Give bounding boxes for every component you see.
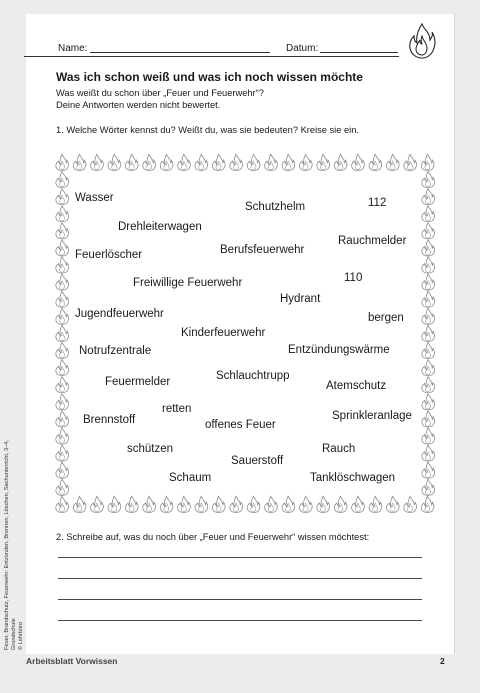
- border-flame-icon: [422, 240, 435, 256]
- border-flame-icon: [352, 154, 365, 170]
- word-item[interactable]: 112: [368, 197, 387, 209]
- border-flame-icon: [56, 154, 69, 170]
- border-flame-icon: [422, 360, 435, 376]
- page-number: 2: [440, 656, 445, 666]
- date-row: [286, 43, 318, 54]
- border-flame-icon: [56, 360, 69, 376]
- word-item[interactable]: Atemschutz: [326, 380, 387, 392]
- border-flame-icon: [178, 496, 191, 512]
- intro-line-2: Deine Antworten werden nicht bewertet.: [56, 99, 221, 110]
- border-flame-icon: [421, 154, 434, 170]
- border-flame-icon: [56, 496, 69, 512]
- border-flame-icon: [212, 154, 225, 170]
- word-item[interactable]: Brennstoff: [83, 414, 136, 426]
- word-item[interactable]: Hydrant: [280, 293, 321, 305]
- border-flame-icon: [369, 496, 382, 512]
- name-label: Name:: [58, 43, 88, 54]
- border-flame-icon: [56, 394, 69, 410]
- border-flame-icon: [386, 496, 399, 512]
- word-item[interactable]: Tanklöschwagen: [310, 472, 396, 484]
- word-item[interactable]: Berufsfeuerwehr: [220, 244, 305, 256]
- page-title: Was ich schon weiß und was ich noch wissen möchte: [56, 70, 363, 84]
- border-flame-icon: [282, 496, 295, 512]
- border-flame-icon: [422, 257, 435, 273]
- word-item[interactable]: Drehleiterwagen: [118, 221, 202, 233]
- border-flame-icon: [404, 496, 417, 512]
- border-flame-icon: [282, 154, 295, 170]
- word-item[interactable]: schützen: [127, 443, 174, 455]
- border-flame-icon: [56, 171, 69, 187]
- border-flame-icon: [334, 154, 347, 170]
- border-flame-icon: [56, 223, 69, 239]
- border-flame-icon: [299, 496, 312, 512]
- flame-icon: [408, 22, 436, 60]
- word-item[interactable]: Freiwillige Feuerwehr: [133, 277, 243, 289]
- border-flame-icon: [143, 154, 156, 170]
- border-flame-icon: [212, 496, 225, 512]
- border-flame-icon: [230, 154, 243, 170]
- border-flame-icon: [422, 394, 435, 410]
- border-flame-icon: [386, 154, 399, 170]
- border-flame-icon: [91, 154, 104, 170]
- border-flame-icon: [422, 308, 435, 324]
- border-flame-icon: [56, 411, 69, 427]
- word-item[interactable]: Schaum: [169, 472, 212, 484]
- word-item[interactable]: Sauerstoff: [231, 455, 284, 467]
- date-label: Datum:: [286, 43, 319, 54]
- border-flame-icon: [334, 496, 347, 512]
- border-flame-icon: [56, 342, 69, 358]
- border-flame-icon: [108, 154, 121, 170]
- side-credit-line-2: © Lehrbüro: [18, 621, 24, 650]
- border-flame-icon: [422, 428, 435, 444]
- border-flame-icon: [195, 154, 208, 170]
- border-flame-icon: [56, 257, 69, 273]
- border-flame-icon: [369, 154, 382, 170]
- border-flame-icon: [265, 154, 278, 170]
- word-item[interactable]: Kinderfeuerwehr: [181, 327, 266, 339]
- border-flame-icon: [143, 496, 156, 512]
- border-flame-icon: [160, 154, 173, 170]
- border-flame-icon: [404, 154, 417, 170]
- border-flame-icon: [422, 342, 435, 358]
- border-flame-icon: [422, 171, 435, 187]
- word-item[interactable]: Rauch: [322, 443, 356, 455]
- word-item[interactable]: Feuermelder: [105, 376, 171, 388]
- border-flame-icon: [108, 496, 121, 512]
- border-flame-icon: [56, 206, 69, 222]
- border-flame-icon: [73, 496, 86, 512]
- border-flame-icon: [422, 206, 435, 222]
- word-item[interactable]: Wasser: [75, 192, 114, 204]
- question-1: 1. Welche Wörter kennst du? Weißt du, was sie bedeuten? Kreise sie ein.: [56, 125, 359, 135]
- border-flame-icon: [125, 154, 138, 170]
- writing-line-4[interactable]: [58, 620, 422, 621]
- border-flame-icon: [56, 445, 69, 461]
- border-flame-icon: [422, 377, 435, 393]
- border-flame-icon: [56, 291, 69, 307]
- border-flame-icon: [56, 325, 69, 341]
- border-flame-icon: [422, 325, 435, 341]
- border-flame-icon: [422, 445, 435, 461]
- word-item[interactable]: Sprinkleranlage: [332, 410, 412, 422]
- border-flame-icon: [247, 154, 260, 170]
- border-flame-icon: [422, 189, 435, 205]
- border-flame-icon: [73, 154, 86, 170]
- border-flame-icon: [422, 291, 435, 307]
- border-flame-icon: [317, 496, 330, 512]
- border-flame-icon: [352, 496, 365, 512]
- intro-line-1: Was weißt du schon über „Feuer und Feuerwehr“?: [56, 88, 264, 98]
- date-field[interactable]: [320, 43, 398, 53]
- intro-text: [56, 88, 264, 111]
- border-flame-icon: [160, 496, 173, 512]
- border-flame-icon: [56, 479, 69, 495]
- writing-line-3[interactable]: [58, 599, 422, 600]
- border-flame-icon: [422, 411, 435, 427]
- border-flame-icon: [265, 496, 278, 512]
- border-flame-icon: [422, 223, 435, 239]
- border-flame-icon: [317, 154, 330, 170]
- border-flame-icon: [247, 496, 260, 512]
- side-credit-line-1: Feuer, Brandschutz, Feuerwehr: Entzünden, Brennen, Löschen, Sachunterricht, 3–4, Grundschule: [4, 440, 17, 650]
- writing-line-2[interactable]: [58, 578, 422, 579]
- word-item[interactable]: Entzündungswärme: [288, 344, 390, 356]
- word-item[interactable]: Schutzhelm: [245, 201, 306, 213]
- border-flame-icon: [422, 479, 435, 495]
- word-item[interactable]: bergen: [368, 312, 404, 324]
- border-flame-icon: [56, 428, 69, 444]
- footer-title: Arbeitsblatt Vorwissen: [26, 656, 118, 666]
- name-field[interactable]: [90, 43, 270, 53]
- border-flame-icon: [56, 274, 69, 290]
- word-item[interactable]: retten: [162, 403, 192, 415]
- border-flame-icon: [421, 496, 434, 512]
- border-flame-icon: [230, 496, 243, 512]
- word-item[interactable]: Rauchmelder: [338, 235, 407, 247]
- word-item[interactable]: 110: [344, 272, 363, 284]
- border-flame-icon: [56, 240, 69, 256]
- border-flame-icon: [178, 154, 191, 170]
- border-flame-icon: [422, 462, 435, 478]
- border-flame-icon: [56, 308, 69, 324]
- question-2: 2. Schreibe auf, was du noch über „Feuer und Feuerwehr“ wissen möchtest:: [56, 532, 370, 542]
- header-separator: [24, 56, 399, 57]
- word-item[interactable]: Feuerlöscher: [75, 249, 143, 261]
- border-flame-icon: [195, 496, 208, 512]
- border-flame-icon: [125, 496, 138, 512]
- border-flame-icon: [56, 462, 69, 478]
- word-item[interactable]: offenes Feuer: [205, 419, 276, 431]
- name-row: [58, 43, 87, 54]
- side-credit: [4, 420, 24, 650]
- border-flame-icon: [91, 496, 104, 512]
- border-flame-icon: [422, 274, 435, 290]
- border-flame-icon: [56, 377, 69, 393]
- word-item[interactable]: Notrufzentrale: [79, 345, 152, 357]
- border-flame-icon: [56, 189, 69, 205]
- writing-line-1[interactable]: [58, 557, 422, 558]
- word-item[interactable]: Schlauchtrupp: [216, 370, 290, 382]
- word-item[interactable]: Jugendfeuerwehr: [75, 308, 164, 320]
- border-flame-icon: [299, 154, 312, 170]
